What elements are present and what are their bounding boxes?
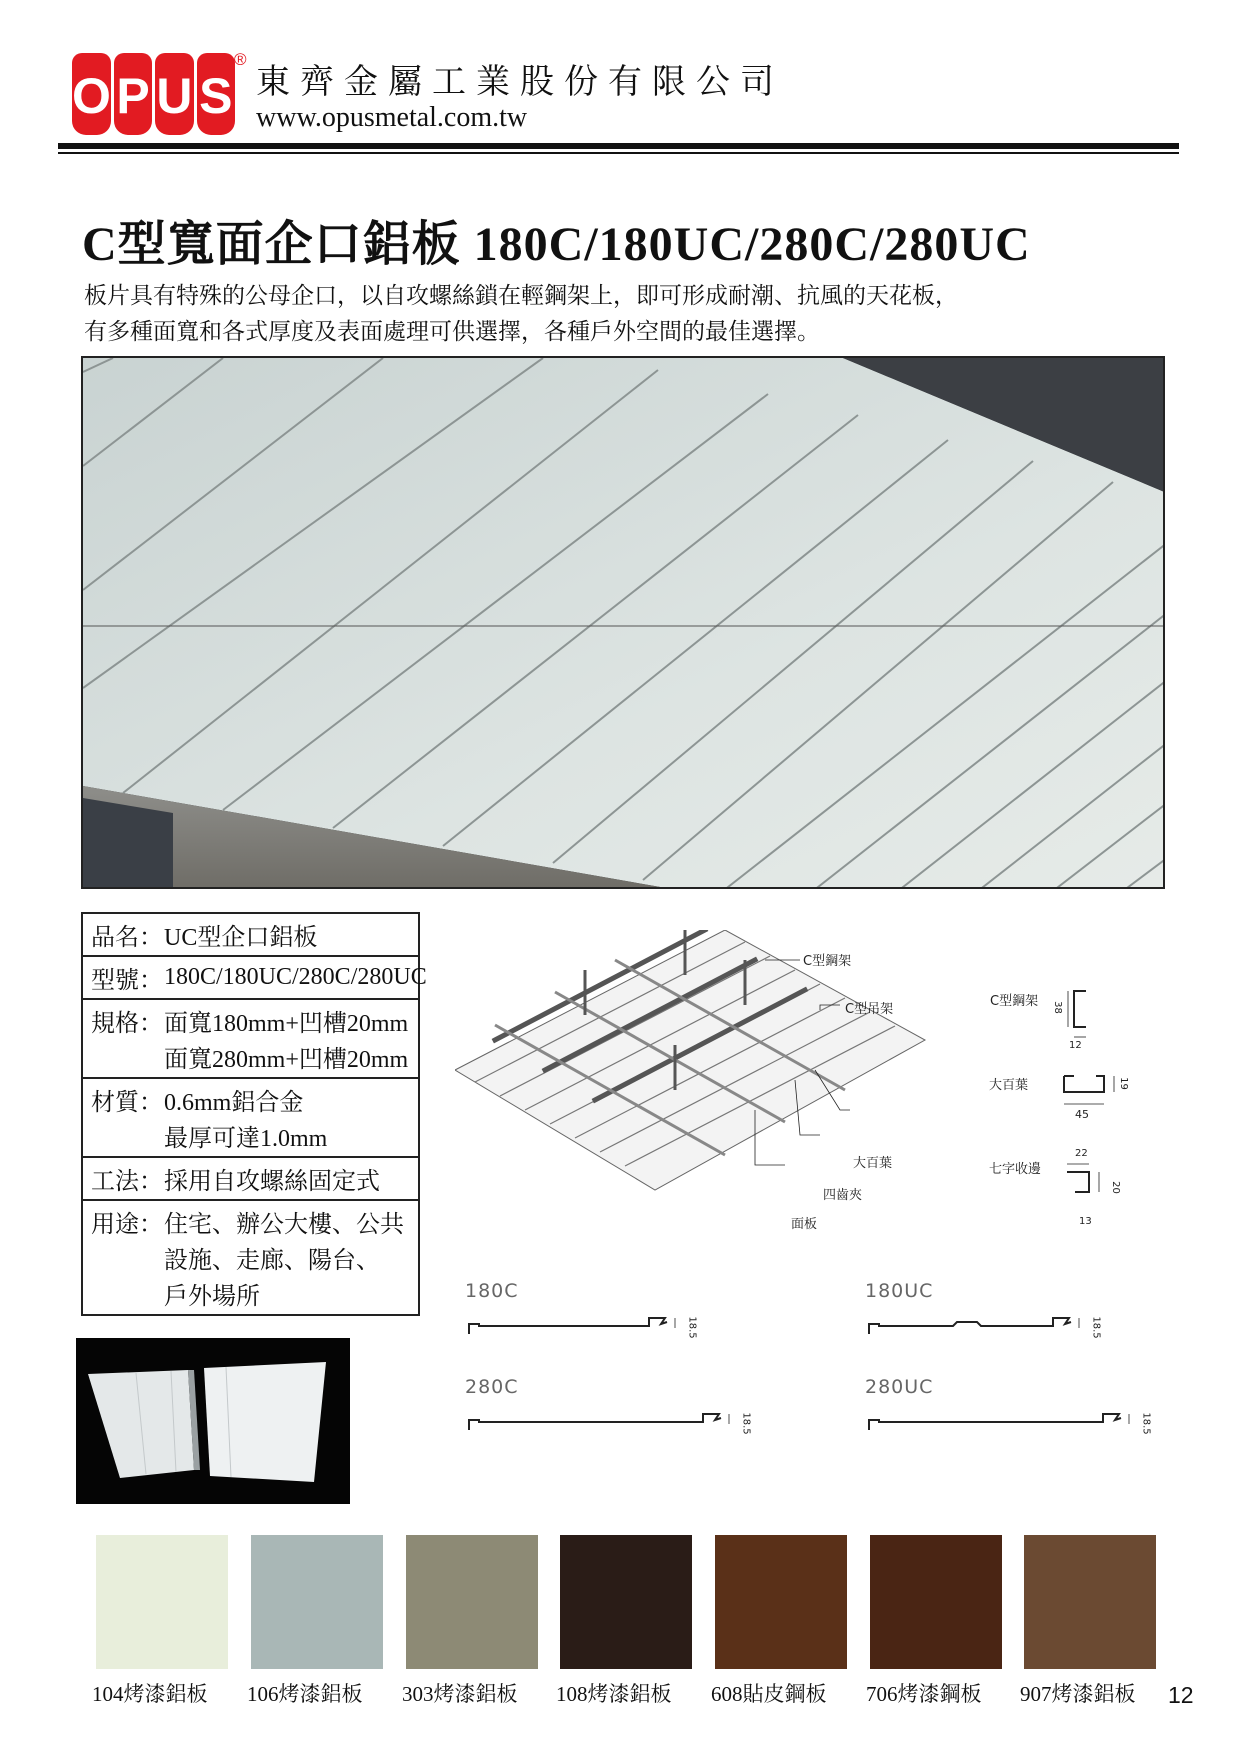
swatch-label: 608貼皮鋼板 (711, 1682, 827, 1706)
spec-label: 型號： (91, 967, 163, 994)
header-rule-thick (58, 143, 1179, 149)
panel-profiles (455, 1270, 1175, 1450)
spec-label: 材質： (91, 1089, 163, 1116)
profile-dim: 18.5 (1140, 1412, 1152, 1435)
label-c-hanger: C型吊架 (845, 1002, 894, 1017)
profile-name: 280C (465, 1376, 519, 1398)
company-name: 東齊金屬工業股份有限公司 (256, 62, 784, 102)
label-c-steel-frame: C型鋼架 (803, 954, 852, 969)
swatch-color (870, 1535, 1002, 1669)
swatch-label: 104烤漆鋁板 (92, 1682, 208, 1706)
swatch-color (251, 1535, 383, 1669)
spec-table (81, 912, 427, 1316)
spec-row-size (83, 998, 418, 1077)
swatch (711, 1535, 847, 1706)
spec-label: 品名： (91, 924, 163, 951)
swatch (866, 1535, 1002, 1706)
logo-letter-o: O (72, 53, 111, 135)
label-c-frame-section: C型鋼架 (990, 994, 1039, 1009)
swatch (92, 1535, 228, 1706)
profile-name: 180C (465, 1280, 519, 1302)
finish-swatches (88, 1535, 1178, 1706)
dim-c-frame-h: 38 (1051, 1001, 1063, 1014)
swatch-label: 303烤漆鋁板 (402, 1682, 518, 1706)
spec-label: 工法： (91, 1168, 163, 1195)
logo-letter-p: P (114, 53, 152, 135)
profile-name: 180UC (865, 1280, 934, 1302)
spec-value: 設施、走廊、陽台、 (164, 1247, 380, 1274)
opus-logo (72, 53, 235, 135)
spec-row-model (83, 955, 427, 998)
swatch-label: 907烤漆鋁板 (1020, 1682, 1136, 1706)
spec-row-method (83, 1156, 418, 1199)
spec-value: 0.6mm鋁合金 (164, 1089, 304, 1116)
dim-main-runner-w: 45 (1075, 1108, 1089, 1121)
dim-edge-trim-top: 22 (1075, 1148, 1088, 1159)
header-rule-thin (58, 152, 1179, 154)
product-description (84, 278, 958, 350)
spec-value: 住宅、辦公大樓、公共 (164, 1211, 404, 1238)
spec-value: 最厚可達1.0mm (164, 1125, 328, 1152)
spec-value: 採用自攻螺絲固定式 (164, 1168, 380, 1195)
dim-c-frame-w: 12 (1069, 1040, 1082, 1051)
dim-main-runner-h: 19 (1117, 1077, 1129, 1090)
profile-name: 280UC (865, 1376, 934, 1398)
dim-edge-trim-h: 20 (1109, 1181, 1121, 1194)
registered-mark: ® (234, 50, 247, 69)
spec-value: 180C/180UC/280C/280UC (164, 963, 427, 990)
swatch-label: 706烤漆鋼板 (866, 1682, 982, 1706)
swatch (556, 1535, 692, 1706)
swatch-color (1024, 1535, 1156, 1669)
spec-label: 規格： (91, 1010, 163, 1037)
spec-value: 面寬280mm+凹槽20mm (164, 1046, 409, 1073)
label-main-runner-section: 大百葉 (989, 1078, 1029, 1093)
spec-value: 面寬180mm+凹槽20mm (164, 1010, 409, 1037)
spec-row-material (83, 1077, 418, 1156)
swatch (247, 1535, 383, 1706)
swatch-label: 106烤漆鋁板 (247, 1682, 363, 1706)
spec-value: UC型企口鋁板 (164, 924, 318, 951)
description-line-2: 有多種面寬和各式厚度及表面處理可供選擇，各種戶外空間的最佳選擇。 (84, 319, 820, 345)
logo-letter-s: S (197, 53, 235, 135)
ceiling-photo (81, 356, 1165, 889)
spec-value: 戶外場所 (164, 1283, 260, 1310)
logo-letter-u: U (155, 53, 193, 135)
spec-row-name (83, 914, 418, 955)
swatch-color (406, 1535, 538, 1669)
dim-edge-trim-bottom: 13 (1079, 1216, 1092, 1227)
swatch-color (96, 1535, 228, 1669)
spec-label: 用途： (91, 1211, 163, 1238)
spec-row-usage (83, 1199, 418, 1314)
swatch-color (715, 1535, 847, 1669)
label-edge-trim: 七字收邊 (989, 1162, 1042, 1177)
description-line-1: 板片具有特殊的公母企口，以自攻螺絲鎖在輕鋼架上，即可形成耐潮、抗風的天花板， (84, 283, 958, 309)
swatch-color (560, 1535, 692, 1669)
swatch (402, 1535, 538, 1706)
installation-diagram (455, 930, 1175, 1230)
page-title: C型寬面企口鋁板 180C/180UC/280C/280UC (82, 218, 1031, 271)
profile-dim: 18.5 (1090, 1316, 1102, 1339)
label-clip: 四齒夾 (823, 1188, 863, 1203)
panel-sample-photo (76, 1338, 350, 1504)
swatch-label: 108烤漆鋁板 (556, 1682, 672, 1706)
page-number: 12 (1168, 1682, 1194, 1708)
swatch (1020, 1535, 1156, 1706)
profile-dim: 18.5 (686, 1316, 698, 1339)
label-panel: 面板 (791, 1217, 818, 1232)
profile-dim: 18.5 (740, 1412, 752, 1435)
label-main-runner: 大百葉 (853, 1156, 893, 1171)
website-url[interactable]: www.opusmetal.com.tw (256, 102, 528, 133)
